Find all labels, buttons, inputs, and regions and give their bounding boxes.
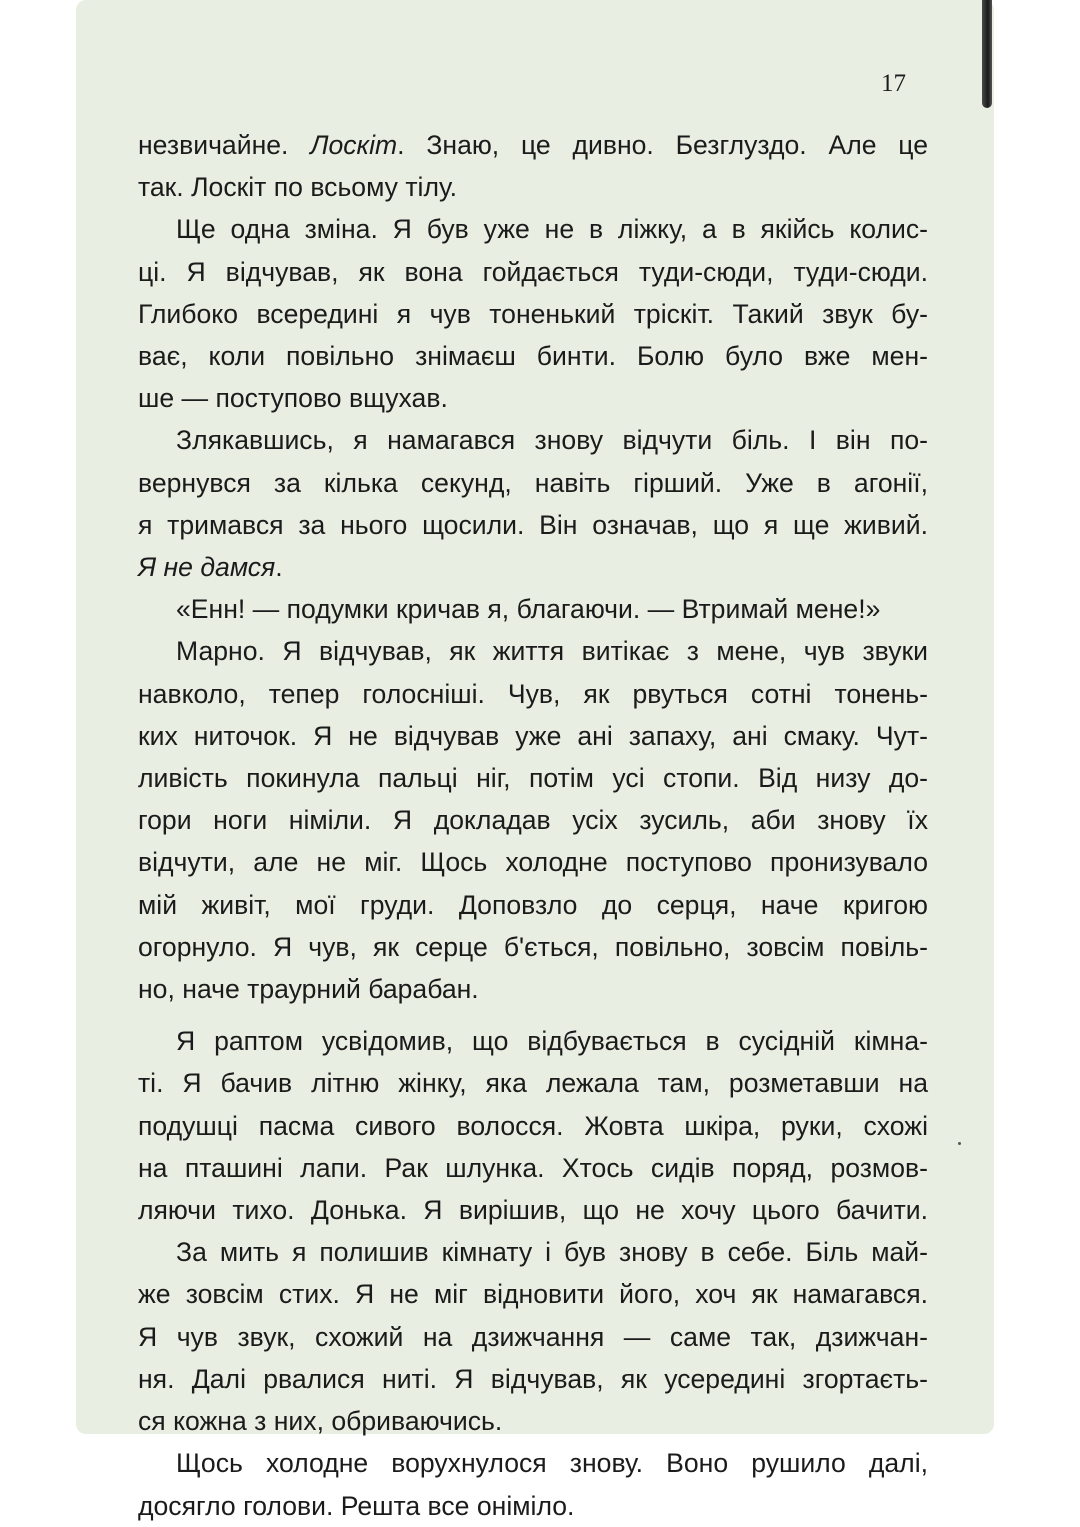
- text-line: ня. Далі рвалися нитi. Я відчував, як усередині згортаєть-: [138, 1363, 928, 1394]
- text-line: на пташині лапи. Рак шлунка. Хтось сидів поряд, розмов-: [138, 1152, 928, 1183]
- text-line: ких ниточок. Я не відчував уже ані запаху, ані смаку. Чут-: [138, 720, 928, 751]
- paper-speck: [958, 1142, 961, 1145]
- text-line: Ще одна зміна. Я був уже не в ліжку, а в якійсь колис-: [176, 214, 928, 245]
- text-line: ці. Я відчував, як вона гойдається туди-сюди, туди-сюди.: [138, 256, 928, 287]
- text-line: я тримався за нього щосили. Він означав, що я ще живий.: [138, 509, 928, 540]
- book-page: [76, 0, 994, 1521]
- text-line: огорнуло. Я чув, як серце б'ється, повільно, зовсім повіль-: [138, 931, 928, 962]
- text-line: Щось холодне ворухнулося знову. Воно рушило далі,: [176, 1448, 928, 1479]
- text-line: ті. Я бачив літню жінку, яка лежала там, розметавши на: [138, 1068, 928, 1099]
- page-number: 17: [881, 70, 906, 97]
- text-line: гори ноги німіли. Я докладав усіх зусиль, аби знову їх: [138, 805, 928, 836]
- text-line: Я чув звук, схожий на дзижчання — саме так, дзижчан-: [138, 1321, 928, 1352]
- text-line: Марно. Я відчував, як життя витікає з мене, чув звуки: [176, 636, 928, 667]
- text-line: Я раптом усвідомив, що відбувається в сусідній кімна-: [176, 1026, 928, 1057]
- text-line: «Енн! — подумки кричав я, благаючи. — Втримай мене!»: [176, 594, 881, 625]
- text-line: ливість покинула пальці ніг, потім усі стопи. Від низу до-: [138, 763, 928, 794]
- page-edge-mark: [982, 0, 992, 108]
- text-line: вернувся за кілька секунд, навіть гірший. Уже в агонії,: [138, 467, 928, 498]
- text-line: ше — поступово вщухав.: [138, 383, 448, 414]
- text-line: ся кожна з них, обриваючись.: [138, 1406, 503, 1437]
- text-line: так. Лоскіт по всьому тілу.: [138, 172, 457, 203]
- text-line: досягло голови. Решта все оніміло.: [138, 1490, 575, 1521]
- text-line: За мить я полишив кімнату і був знову в себе. Біль май-: [176, 1237, 928, 1268]
- text-line: Глибоко всередині я чув тоненький тріскіт. Такий звук бу-: [138, 298, 928, 329]
- text-line: ває, коли повільно знімаєш бинти. Болю було вже мен-: [138, 341, 928, 372]
- text-line: Я не дамся.: [138, 552, 283, 583]
- body-text: [138, 124, 928, 1527]
- text-line: ляючи тихо. Донька. Я вирішив, що не хочу цього бачити.: [138, 1195, 928, 1226]
- text-line: незвичайне. Лоскіт. Знаю, це дивно. Безглуздо. Але це: [138, 130, 928, 160]
- text-line: мій живіт, мої груди. Доповзло до серця, наче кригою: [138, 889, 928, 920]
- text-line: же зовсім стих. Я не міг відновити його, хоч як намагався.: [138, 1279, 928, 1310]
- text-line: но, наче траурний барабан.: [138, 974, 479, 1005]
- text-line: навколо, тепер голосніші. Чув, як рвуться сотні тонень-: [138, 678, 928, 709]
- text-line: подушці пасма сивого волосся. Жовта шкіра, руки, схожі: [138, 1110, 928, 1141]
- text-line: відчути, але не міг. Щось холодне поступово пронизувало: [138, 847, 928, 878]
- text-line: Злякавшись, я намагався знову відчути біль. І він по-: [176, 425, 928, 456]
